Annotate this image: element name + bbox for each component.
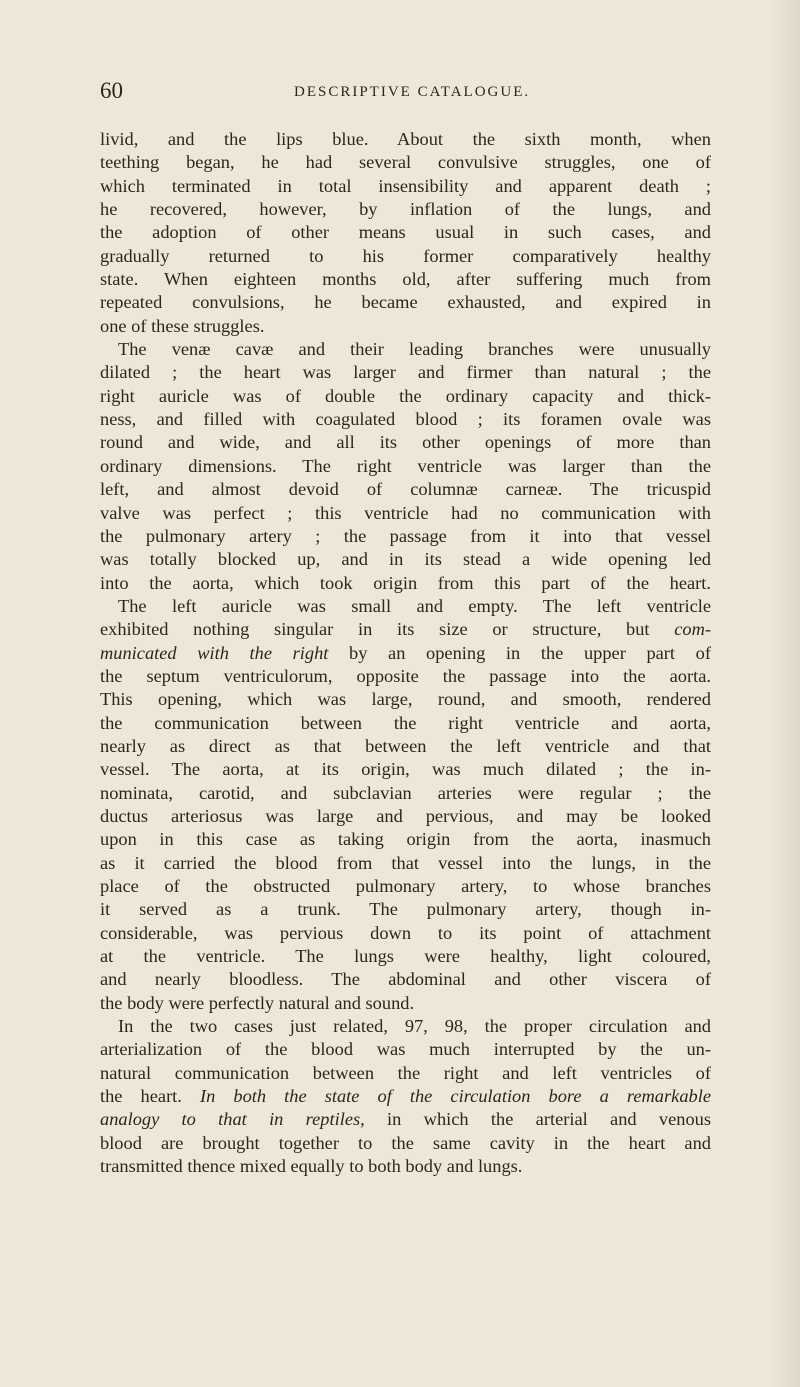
- text-line: [100, 525, 711, 548]
- line-text: which terminated in total insensibility and apparent death ;: [100, 175, 711, 196]
- line-text: it served as a trunk. The pulmonary artery, though in-: [100, 899, 711, 920]
- line-text: In the two cases just related, 97, 98, the proper circulation and: [118, 1016, 711, 1037]
- line-text: one of these struggles.: [100, 315, 265, 336]
- text-line: [100, 1038, 711, 1061]
- line-text: left, and almost devoid of columnæ carneæ. The tricuspid: [100, 479, 711, 500]
- text-line: [100, 431, 711, 454]
- text-line: [100, 782, 711, 805]
- line-text: the pulmonary artery ; the passage from it into that vessel: [100, 525, 711, 546]
- page-header: [100, 78, 700, 108]
- text-line: [100, 618, 711, 641]
- italic-text: municated with the right: [100, 642, 329, 663]
- text-line: [100, 735, 711, 758]
- text-line: [100, 922, 711, 945]
- text-line: [100, 758, 711, 781]
- text-line: [100, 291, 711, 314]
- line-text: and nearly bloodless. The abdominal and other viscera of: [100, 969, 711, 990]
- line-text: ness, and filled with coagulated blood ; its foramen ovale was: [100, 409, 711, 430]
- text-line: [100, 385, 711, 408]
- text-line: [100, 338, 711, 361]
- italic-text: com-: [674, 619, 711, 640]
- line-text: nearly as direct as that between the left ventricle and that: [100, 735, 711, 756]
- text-line: [100, 478, 711, 501]
- line-text: valve was perfect ; this ventricle had no communication with: [100, 502, 711, 523]
- text-line: [100, 1085, 711, 1108]
- text-line: [100, 828, 711, 851]
- text-line: [100, 595, 711, 618]
- italic-text: In both the state of the circulation bore a remarkable: [199, 1086, 711, 1107]
- line-text: the septum ventriculorum, opposite the passage into the aorta.: [100, 665, 711, 686]
- text-line: [100, 245, 711, 268]
- line-text: right auricle was of double the ordinary capacity and thick-: [100, 385, 711, 406]
- line-text: the adoption of other means usual in such cases, and: [100, 222, 711, 243]
- text-line: [100, 1108, 711, 1131]
- line-text: teething began, he had several convulsive struggles, one of: [100, 152, 711, 173]
- line-text: livid, and the lips blue. About the sixth month, when: [100, 129, 711, 149]
- running-head: DESCRIPTIVE CATALOGUE.: [294, 84, 531, 100]
- line-text: The venæ cavæ and their leading branches were unusually: [118, 339, 711, 360]
- line-text: the communication between the right ventricle and aorta,: [100, 712, 711, 733]
- text-line: [100, 712, 711, 735]
- line-text-after: by an opening in the upper part of: [328, 642, 711, 663]
- line-text: the body were perfectly natural and sound.: [100, 992, 415, 1013]
- text-line: [100, 1015, 711, 1038]
- text-line: [100, 852, 711, 875]
- line-text: gradually returned to his former comparatively healthy: [100, 245, 711, 266]
- text-line: [100, 548, 711, 571]
- line-text: arterialization of the blood was much interrupted by the un-: [100, 1039, 711, 1060]
- text-line: [100, 198, 711, 221]
- line-text: was totally blocked up, and in its stead a wide opening led: [100, 549, 711, 570]
- text-line: [100, 642, 711, 665]
- line-text: transmitted thence mixed equally to both body and lungs.: [100, 1156, 523, 1177]
- text-line: [100, 992, 711, 1015]
- page-number: 60: [100, 78, 123, 103]
- body-text: [100, 128, 711, 1178]
- text-line: [100, 968, 711, 991]
- text-line: [100, 805, 711, 828]
- text-line: [100, 408, 711, 431]
- line-text: The left auricle was small and empty. The left ventricle: [118, 595, 711, 616]
- italic-text: analogy to that in reptiles,: [100, 1109, 365, 1130]
- text-line: [100, 898, 711, 921]
- line-text: ductus arteriosus was large and pervious, and may be looked: [100, 805, 711, 826]
- text-line: [100, 875, 711, 898]
- line-text: repeated convulsions, he became exhausted, and expired in: [100, 292, 711, 313]
- line-text: vessel. The aorta, at its origin, was much dilated ; the in-: [100, 759, 711, 780]
- text-line: [100, 665, 711, 688]
- text-line: [100, 175, 711, 198]
- line-text: This opening, which was large, round, and smooth, rendered: [100, 689, 711, 710]
- line-text: natural communication between the right and left ventricles of: [100, 1062, 711, 1083]
- line-text: ordinary dimensions. The right ventricle was larger than the: [100, 455, 711, 476]
- text-line: [100, 1062, 711, 1085]
- line-text: into the aorta, which took origin from this part of the heart.: [100, 572, 711, 593]
- line-text: round and wide, and all its other openings of more than: [100, 432, 711, 453]
- line-text: upon in this case as taking origin from the aorta, inasmuch: [100, 829, 711, 850]
- text-line: [100, 502, 711, 525]
- text-line: [100, 128, 711, 151]
- text-line: [100, 945, 711, 968]
- line-text: nominata, carotid, and subclavian arteries were regular ; the: [100, 782, 711, 803]
- text-line: [100, 1155, 711, 1178]
- line-text: place of the obstructed pulmonary artery, to whose branches: [100, 876, 711, 896]
- line-text: blood are brought together to the same cavity in the heart and: [100, 1132, 711, 1153]
- text-line: [100, 361, 711, 384]
- line-text: he recovered, however, by inflation of the lungs, and: [100, 199, 711, 220]
- text-line: [100, 455, 711, 478]
- text-line: [100, 572, 711, 595]
- text-line: [100, 221, 711, 244]
- text-line: [100, 151, 711, 174]
- text-line: [100, 315, 711, 338]
- line-text: the heart.: [100, 1086, 182, 1107]
- line-text: state. When eighteen months old, after suffering much from: [100, 269, 711, 290]
- line-text: considerable, was pervious down to its point of attachment: [100, 922, 711, 943]
- text-line: [100, 268, 711, 291]
- line-text: dilated ; the heart was larger and firmer than natural ; the: [100, 362, 711, 383]
- line-text: as it carried the blood from that vessel into the lungs, in the: [100, 852, 711, 873]
- text-line: [100, 1132, 711, 1155]
- line-text: at the ventricle. The lungs were healthy, light coloured,: [100, 946, 711, 967]
- line-text: exhibited nothing singular in its size or structure, but: [100, 619, 650, 640]
- line-text-after: in which the arterial and venous: [364, 1109, 711, 1130]
- text-line: [100, 688, 711, 711]
